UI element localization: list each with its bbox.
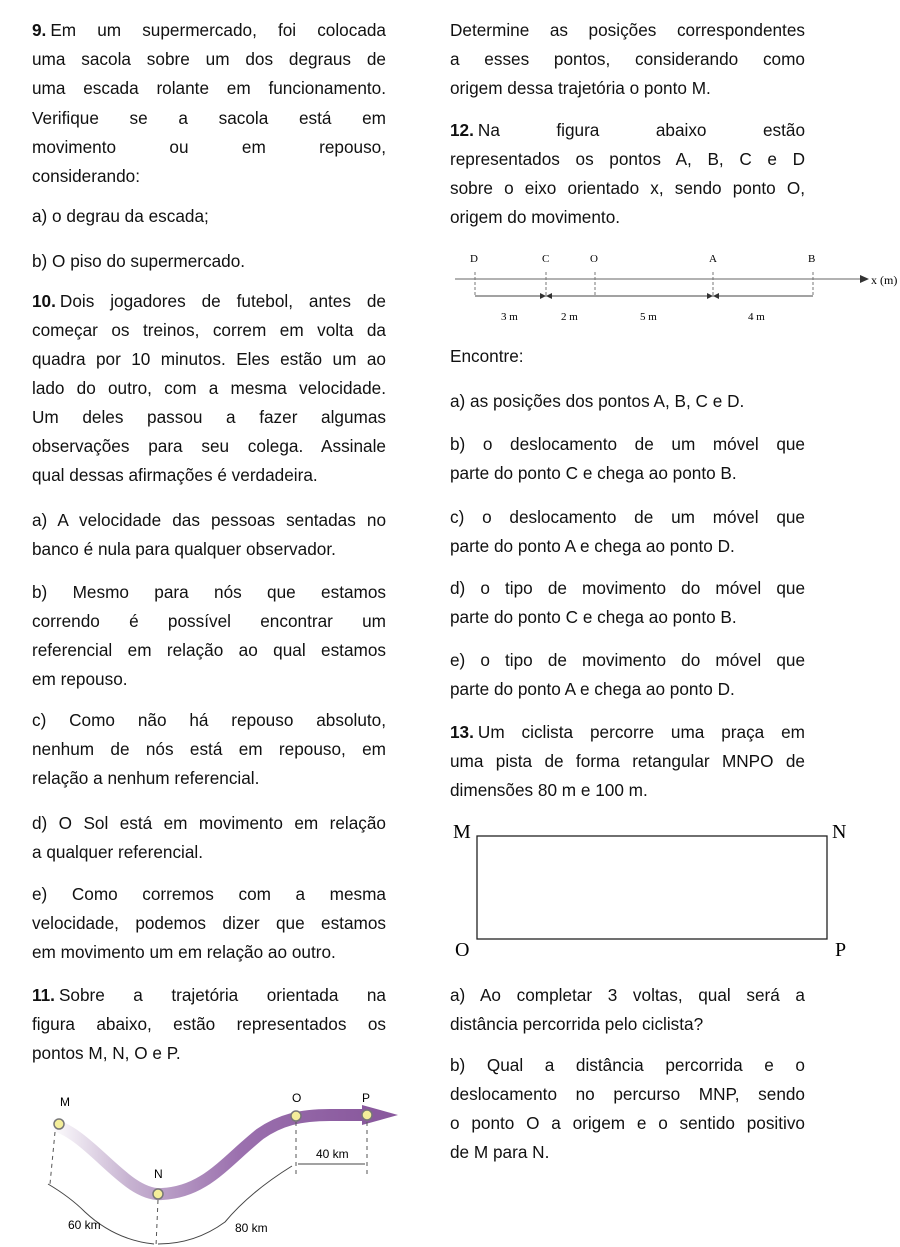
distance-4m: 4 m: [748, 311, 765, 323]
q10-line-6: observações para seu colega. Assinale: [32, 436, 386, 456]
q10-number: 10.: [32, 291, 56, 311]
q9-line-6: considerando:: [32, 166, 140, 186]
q11-line-3: pontos M, N, O e P.: [32, 1043, 181, 1063]
q12-item-b-line-1: b) o deslocamento de um móvel que: [450, 434, 805, 454]
q10-option-b-line-4: em repouso.: [32, 669, 128, 689]
distance-80km: 80 km: [235, 1221, 268, 1235]
q11-number: 11.: [32, 985, 55, 1005]
q13-line-3: dimensões 80 m e 100 m.: [450, 780, 648, 800]
q12-item-c-line-2: parte do ponto A e chega ao ponto D.: [450, 536, 735, 556]
q10-option-e-line-2: velocidade, podemos dizer que estamos: [32, 913, 386, 933]
q11-line-1: 11. Sobre a trajetória orientada na: [32, 985, 386, 1005]
q10-line-5: Um deles passou a fazer algumas: [32, 407, 386, 427]
q10-option-c-line-3: relação a nenhum referencial.: [32, 768, 260, 788]
q13-item-b-line-4: de M para N.: [450, 1142, 550, 1162]
distance-5m: 5 m: [640, 311, 657, 323]
q10-option-c-line-1: c) Como não há repouso absoluto,: [32, 710, 386, 730]
point-M-label: M: [60, 1095, 70, 1109]
point-C-label: C: [542, 253, 550, 265]
q9-line-1: 9. Em um supermercado, foi colocada: [32, 20, 386, 40]
q12-item-c-line-1: c) o deslocamento de um móvel que: [450, 507, 805, 527]
q10-option-b-line-1: b) Mesmo para nós que estamos: [32, 582, 386, 602]
q10-option-b-line-3: referencial em relação ao qual estamos: [32, 640, 386, 660]
distance-2m: 2 m: [561, 311, 578, 323]
q10-line-3: quadra por 10 minutos. Eles estão um ao: [32, 349, 386, 369]
q9-line-4: Verifique se a sacola está em: [32, 108, 386, 128]
point-N-label: N: [154, 1167, 163, 1181]
point-P-label: P: [362, 1091, 371, 1105]
q13-item-b-line-1: b) Qual a distância percorrida e o: [450, 1055, 805, 1075]
q11-continuation-line-1: Determine as posições correspondentes: [450, 20, 805, 40]
q10-option-d-line-1: d) O Sol está em movimento em relação: [32, 813, 386, 833]
point-O-label: O: [292, 1091, 302, 1105]
q10-line-4: lado do outro, com a mesma velocidade.: [32, 378, 386, 398]
q13-item-b-line-2: deslocamento no percurso MNP, sendo: [450, 1084, 805, 1104]
q11-line-2: figura abaixo, estão representados os: [32, 1014, 386, 1034]
q12-item-a: a) as posições dos pontos A, B, C e D.: [450, 391, 745, 411]
arc-80km: [158, 1166, 292, 1244]
distance-60km: 60 km: [68, 1218, 101, 1232]
q12-line-4: origem do movimento.: [450, 207, 621, 227]
q12-item-b-line-2: parte do ponto C e chega ao ponto B.: [450, 463, 737, 483]
point-M-marker: [54, 1119, 64, 1129]
point-O-marker: [291, 1111, 301, 1121]
q9-line-2: uma sacola sobre um dos degraus de: [32, 49, 386, 69]
track-rectangle: [477, 836, 827, 939]
q13-item-b-line-3: o ponto O a origem e o sentido positivo: [450, 1113, 805, 1133]
point-P-marker: [362, 1110, 372, 1120]
point-D-label: D: [470, 253, 478, 265]
q11-continuation-line-3: origem dessa trajetória o ponto M.: [450, 78, 711, 98]
q9-option-b: b) O piso do supermercado.: [32, 251, 246, 271]
q11-continuation-line-2: a esses pontos, considerando como: [450, 49, 805, 69]
corner-P-label: P: [835, 939, 847, 961]
corner-M-label: M: [453, 821, 471, 843]
axis-label: x (m): [871, 273, 898, 287]
q9-number: 9.: [32, 20, 47, 40]
q10-option-e-line-1: e) Como corremos com a mesma: [32, 884, 386, 904]
distance-3m: 3 m: [501, 311, 518, 323]
q10-option-c-line-2: nenhum de nós está em repouso, em: [32, 739, 386, 759]
point-N-marker: [153, 1189, 163, 1199]
q10-option-a-line-1: a) A velocidade das pessoas sentadas no: [32, 510, 386, 530]
q12-line-3: sobre o eixo orientado x, sendo ponto O,: [450, 178, 805, 198]
q12-number: 12.: [450, 120, 474, 140]
q12-item-d-line-1: d) o tipo de movimento do móvel que: [450, 578, 805, 598]
corner-N-label: N: [832, 821, 847, 843]
q13-item-a-line-2: distância percorrida pelo ciclista?: [450, 1014, 704, 1034]
q12-item-e-line-2: parte do ponto A e chega ao ponto D.: [450, 679, 735, 699]
q9-line-3: uma escada rolante em funcionamento.: [32, 78, 386, 98]
q12-prompt: Encontre:: [450, 346, 524, 366]
q10-option-e-line-3: em movimento um em relação ao outro.: [32, 942, 336, 962]
q12-line-2: representados os pontos A, B, C e D: [450, 149, 805, 169]
x-axis-arrowhead: [860, 275, 869, 283]
q13-line-2: uma pista de forma retangular MNPO de: [450, 751, 805, 771]
q10-line-2: começar os treinos, correm em volta da: [32, 320, 386, 340]
point-A-label: A: [709, 253, 717, 265]
q11-trajectory-figure: [30, 1072, 402, 1247]
q13-line-1: 13. Um ciclista percorre uma praça em: [450, 722, 805, 742]
q10-option-b-line-2: correndo é possível encontrar um: [32, 611, 386, 631]
q12-item-d-line-2: parte do ponto C e chega ao ponto B.: [450, 607, 737, 627]
q10-line-7: qual dessas afirmações é verdadeira.: [32, 465, 318, 485]
q13-item-a-line-1: a) Ao completar 3 voltas, qual será a: [450, 985, 805, 1005]
q9-line-5: movimento ou em repouso,: [32, 137, 386, 157]
q13-number: 13.: [450, 722, 474, 742]
q13-rectangle-figure: [450, 816, 855, 966]
distance-40km: 40 km: [316, 1147, 349, 1161]
q10-line-1: 10. Dois jogadores de futebol, antes de: [32, 291, 386, 311]
corner-O-label: O: [455, 939, 470, 961]
q10-option-a-line-2: banco é nula para qualquer observador.: [32, 539, 336, 559]
point-B-label: B: [808, 253, 816, 265]
q12-item-e-line-1: e) o tipo de movimento do móvel que: [450, 650, 805, 670]
q12-line-1: 12. Na figura abaixo estão: [450, 120, 805, 140]
q10-option-d-line-2: a qualquer referencial.: [32, 842, 204, 862]
q9-option-a: a) o degrau da escada;: [32, 206, 209, 226]
q12-axis-figure: [455, 246, 898, 331]
point-O-label: O: [590, 253, 598, 265]
